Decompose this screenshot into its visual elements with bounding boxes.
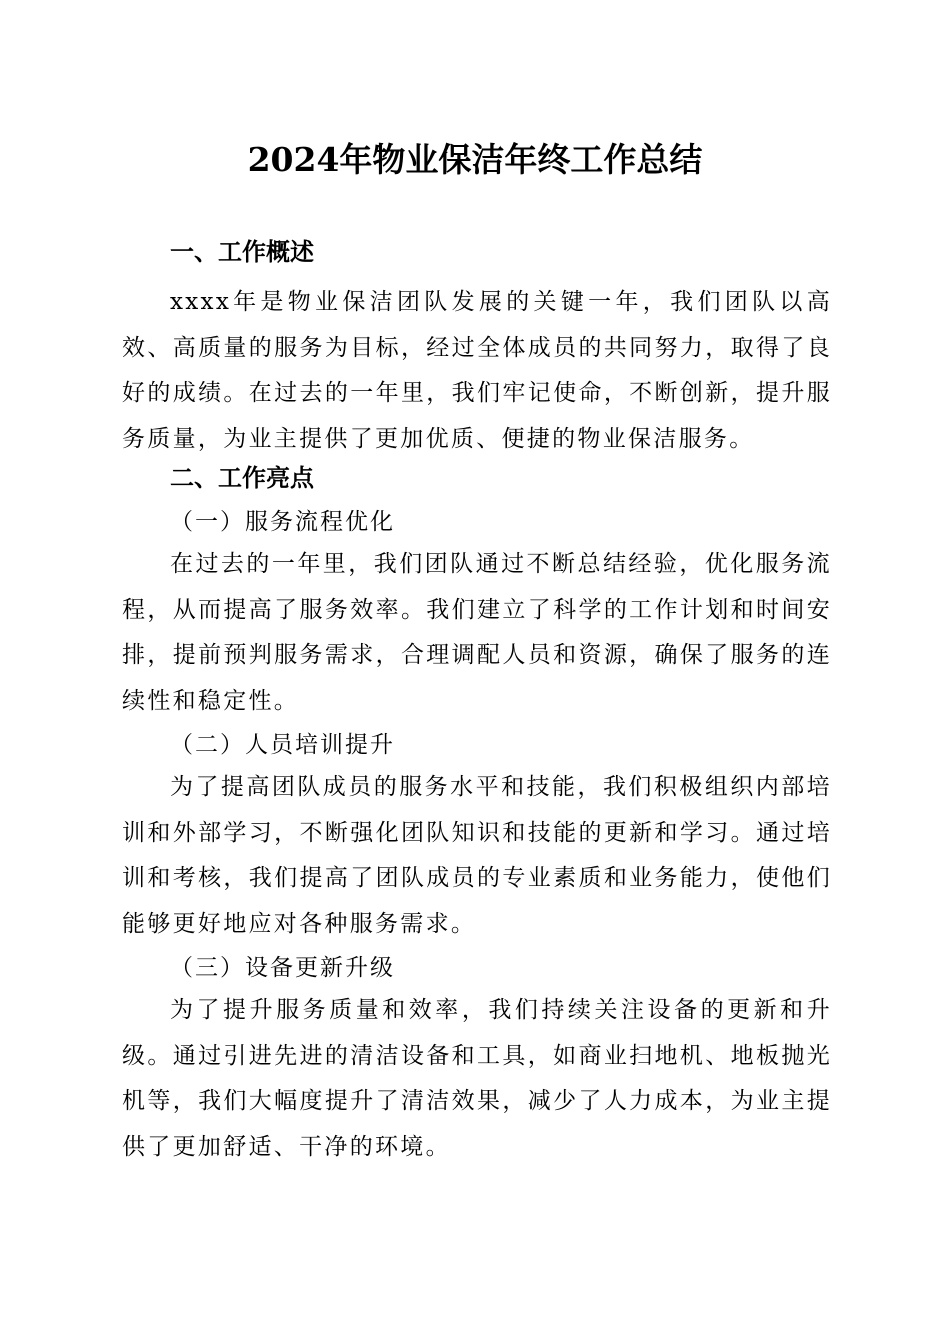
subsection-1-paragraph: 在过去的一年里，我们团队通过不断总结经验，优化服务流程，从而提高了服务效率。我们建立了科学的工作计划和时间安排，提前预判服务需求，合理调配人员和资源，确保了服务的连续性和稳定性。 (122, 551, 832, 714)
document-title: 2024年物业保洁年终工作总结 (247, 140, 703, 179)
section-1-paragraph: xxxx年是物业保洁团队发展的关键一年，我们团队以高效、高质量的服务为目标，经过全体成员的共同努力，取得了良好的成绩。在过去的一年里，我们牢记使命，不断创新，提升服务质量，为业主提供了更加优质、便捷的物业保洁服务。 (122, 289, 832, 452)
section-1-heading: 一、工作概述 (170, 237, 314, 266)
subsection-2-paragraph: 为了提高团队成员的服务水平和技能，我们积极组织内部培训和外部学习，不断强化团队知识和技能的更新和学习。通过培训和考核，我们提高了团队成员的专业素质和业务能力，使他们能够更好地应对各种服务需求。 (122, 774, 832, 937)
subsection-1-heading: （一）服务流程优化 (170, 509, 395, 535)
subsection-2-heading: （二）人员培训提升 (170, 732, 395, 758)
section-2-heading: 二、工作亮点 (170, 463, 314, 492)
subsection-3-paragraph: 为了提升服务质量和效率，我们持续关注设备的更新和升级。通过引进先进的清洁设备和工具，如商业扫地机、地板抛光机等，我们大幅度提升了清洁效果，减少了人力成本，为业主提供了更加舒适、干净的环境。 (122, 997, 832, 1160)
subsection-3-heading: （三）设备更新升级 (170, 955, 395, 981)
